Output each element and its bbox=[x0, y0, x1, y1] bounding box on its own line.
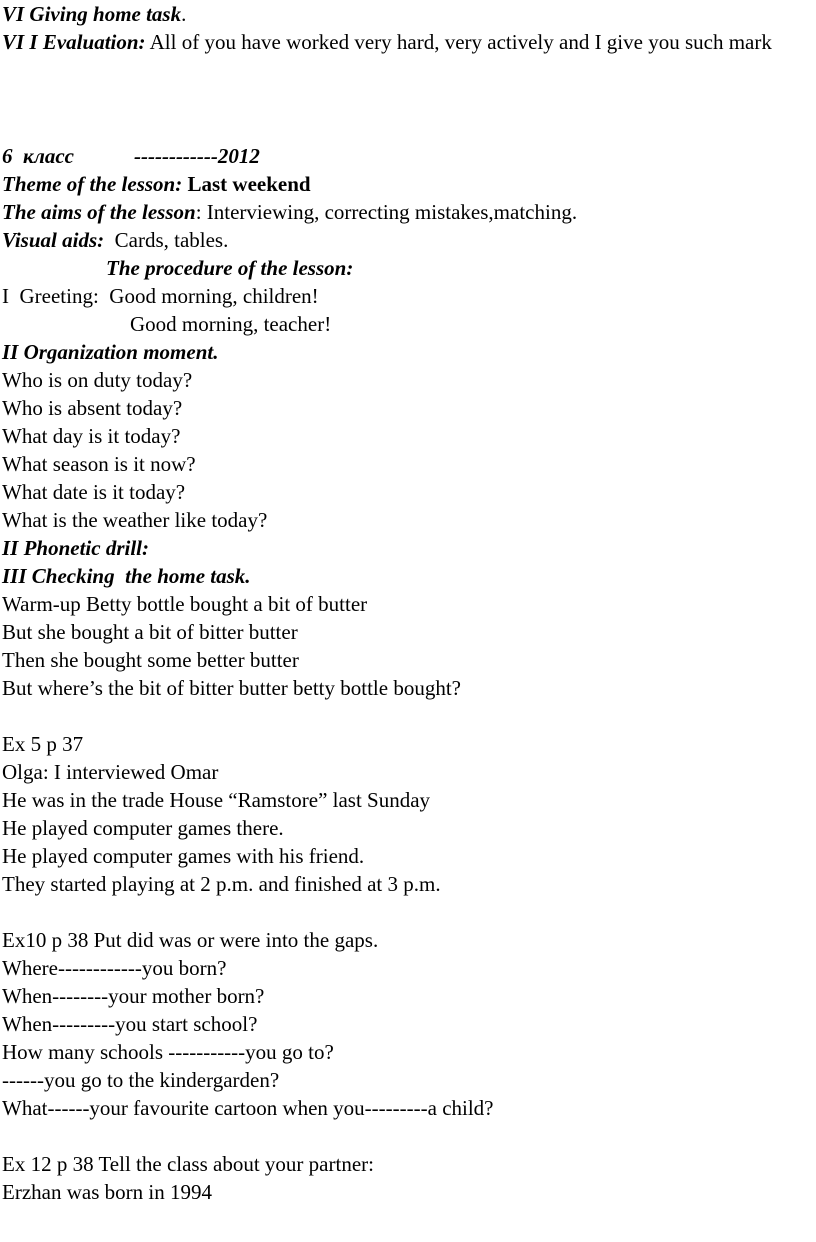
list-item: Who is on duty today? bbox=[2, 368, 193, 392]
ex10-title: Ex10 p 38 Put did was or were into the gaps. bbox=[2, 928, 379, 952]
lesson-plan-page bbox=[2, 0, 812, 1206]
list-item: What day is it today? bbox=[2, 424, 181, 448]
theme-line bbox=[2, 170, 812, 198]
list-item: Olga: I interviewed Omar bbox=[2, 760, 219, 784]
home-task-dot: . bbox=[181, 2, 187, 26]
grade-date-line bbox=[2, 142, 812, 170]
list-item: Where------------you born? bbox=[2, 956, 227, 980]
procedure-heading: The procedure of the lesson: bbox=[106, 256, 354, 280]
evaluation-paragraph bbox=[2, 28, 812, 56]
aims-label: The aims of the lesson bbox=[2, 200, 196, 224]
theme-label: Theme of the lesson: bbox=[2, 172, 183, 196]
list-item: How many schools -----------you go to? bbox=[2, 1040, 334, 1064]
home-check-heading: III Checking the home task. bbox=[2, 564, 251, 588]
list-item: When--------your mother born? bbox=[2, 984, 265, 1008]
list-item: Then she bought some better butter bbox=[2, 648, 299, 672]
list-item: He played computer games with his friend. bbox=[2, 844, 365, 868]
spacer bbox=[2, 702, 812, 730]
list-item: Who is absent today? bbox=[2, 396, 183, 420]
visual-aids-line bbox=[2, 226, 812, 254]
organization-heading: II Organization moment. bbox=[2, 340, 219, 364]
greeting-children: Good morning, children! bbox=[109, 284, 319, 308]
list-item: What date is it today? bbox=[2, 480, 186, 504]
list-item: What season is it now? bbox=[2, 452, 196, 476]
list-item: He played computer games there. bbox=[2, 816, 284, 840]
list-item: But she bought a bit of bitter butter bbox=[2, 620, 298, 644]
list-item: But where’s the bit of bitter butter betty bottle bought? bbox=[2, 676, 461, 700]
spacer bbox=[2, 56, 812, 142]
list-item: What is the weather like today? bbox=[2, 508, 268, 532]
ex5-title: Ex 5 p 37 bbox=[2, 732, 84, 756]
list-item: Warm-up Betty bottle bought a bit of butter bbox=[2, 592, 368, 616]
aims-line bbox=[2, 198, 812, 226]
theme-value: Last weekend bbox=[187, 172, 311, 196]
visual-aids-value: Cards, tables. bbox=[114, 228, 229, 252]
spacer bbox=[2, 898, 812, 926]
greeting-line-2: Good morning, teacher! bbox=[130, 312, 332, 336]
grade-label: 6 класс bbox=[2, 144, 74, 168]
list-item: What------your favourite cartoon when you---------a child? bbox=[2, 1096, 494, 1120]
spacer bbox=[2, 1122, 812, 1150]
home-task-line bbox=[2, 0, 812, 28]
visual-aids-label: Visual aids: bbox=[2, 228, 105, 252]
home-task-heading: VI Giving home task bbox=[2, 2, 182, 26]
evaluation-label: VI I Evaluation: bbox=[2, 30, 146, 54]
phonetic-heading: II Phonetic drill: bbox=[2, 536, 150, 560]
list-item: Erzhan was born in 1994 bbox=[2, 1180, 212, 1204]
evaluation-text: All of you have worked very hard, very actively and I give you such mark bbox=[149, 30, 772, 54]
list-item: ------you go to the kindergarden? bbox=[2, 1068, 280, 1092]
list-item: They started playing at 2 p.m. and finished at 3 p.m. bbox=[2, 872, 441, 896]
lesson-date: ------------2012 bbox=[133, 144, 260, 168]
ex12-title: Ex 12 p 38 Tell the class about your partner: bbox=[2, 1152, 374, 1176]
list-item: When---------you start school? bbox=[2, 1012, 258, 1036]
greeting-line-1 bbox=[2, 282, 812, 310]
aims-value: : Interviewing, correcting mistakes,matching. bbox=[195, 200, 578, 224]
greeting-label: I Greeting: bbox=[2, 284, 99, 308]
list-item: He was in the trade House “Ramstore” last Sunday bbox=[2, 788, 431, 812]
